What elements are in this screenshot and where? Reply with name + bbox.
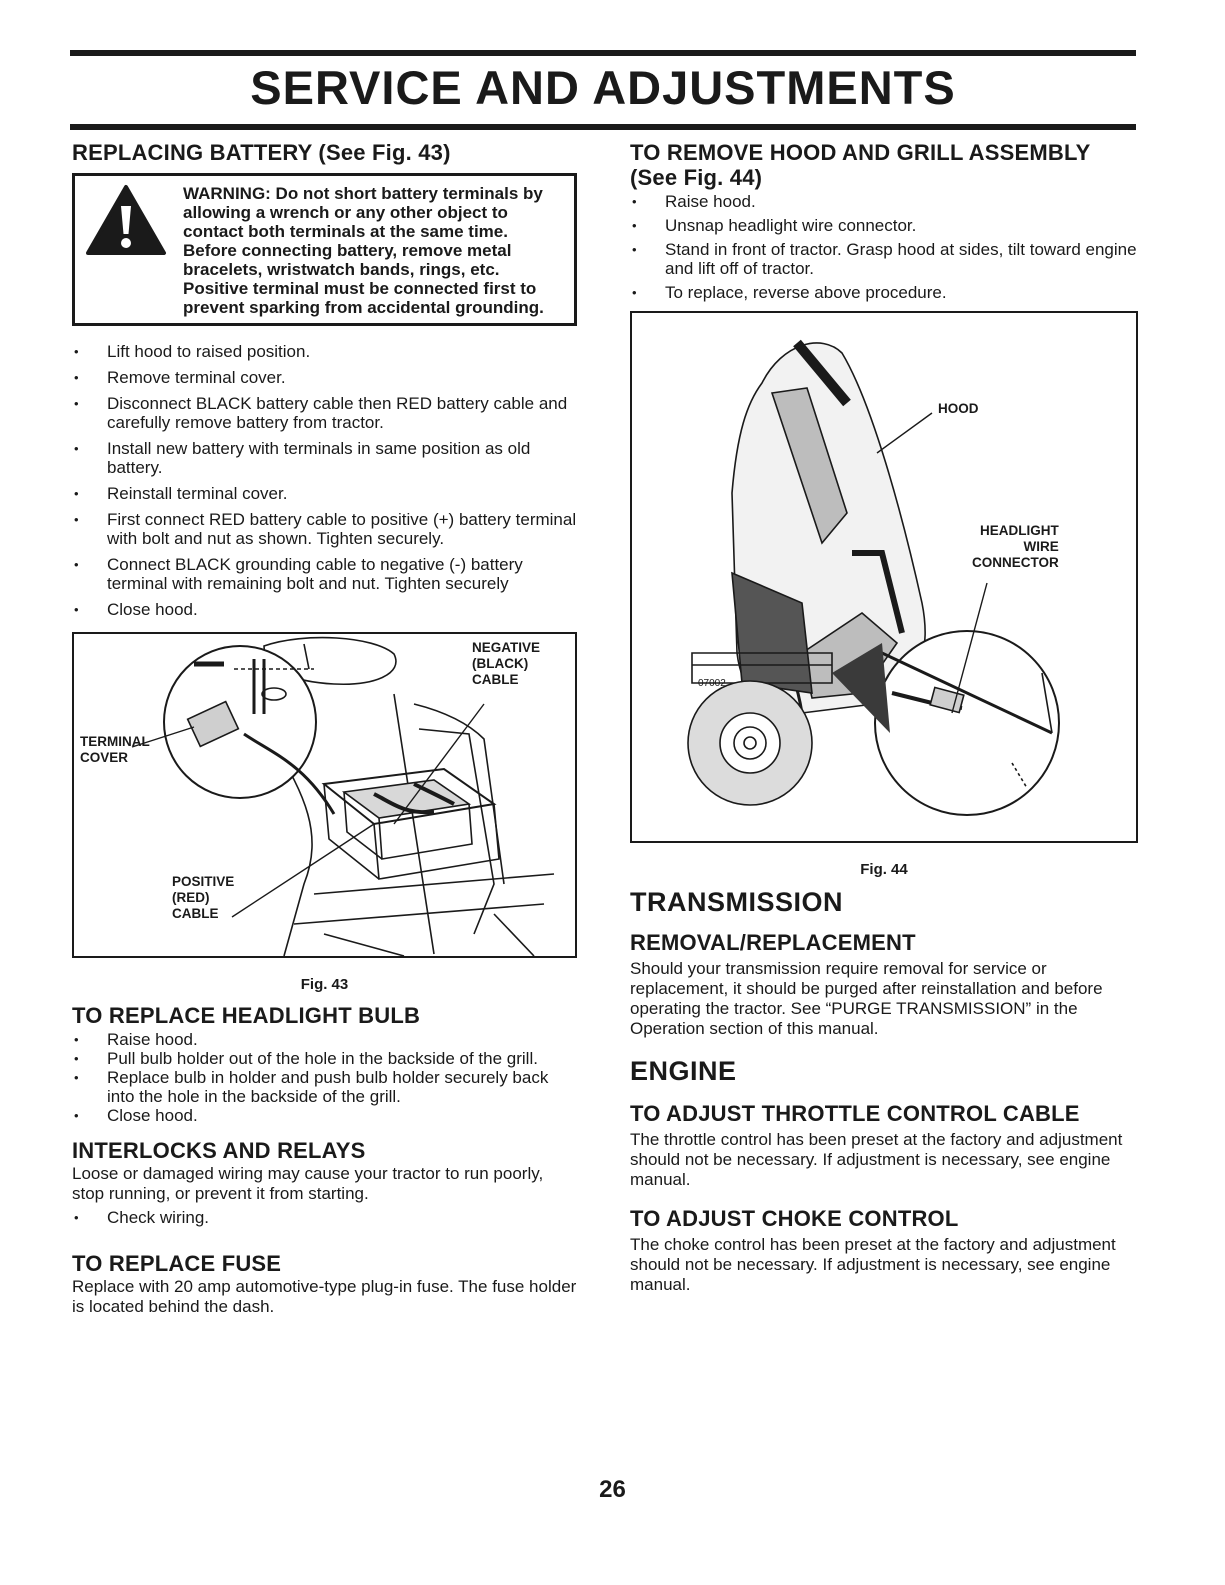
list-item: • Check wiring. (72, 1208, 577, 1227)
fuse-body: Replace with 20 amp automotive-type plug-in fuse. The fuse holder is located behind the dash. (72, 1277, 577, 1316)
part-number-label: 07002 (698, 678, 726, 689)
hood-label: HOOD (938, 401, 979, 416)
warning-triangle-icon (85, 184, 167, 317)
title-rule (70, 124, 1136, 130)
list-item: • Raise hood. (630, 192, 1138, 211)
list-item: • Stand in front of tractor. Grasp hood at sides, tilt toward engine and lift off of tractor. (630, 240, 1138, 278)
interlocks-steps (72, 1208, 577, 1227)
throttle-body: The throttle control has been preset at the factory and adjustment should not be necessary. If adjustment is necessary, see engine manual. (630, 1130, 1123, 1189)
right-column (630, 140, 1138, 1295)
terminal-cover-label: TERMINAL COVER (80, 734, 150, 765)
battery-steps (72, 342, 577, 619)
fuse-heading: TO REPLACE FUSE (72, 1251, 282, 1276)
choke-heading: TO ADJUST CHOKE CONTROL (630, 1206, 959, 1231)
figure-43 (72, 632, 577, 958)
hood-illustration (632, 313, 1136, 841)
list-item: • Disconnect BLACK battery cable then RED battery cable and carefully remove battery from tractor. (72, 394, 577, 432)
list-item: • Reinstall terminal cover. (72, 484, 577, 503)
replacing-battery-heading: REPLACING BATTERY (See Fig. 43) (72, 140, 451, 165)
interlocks-heading: INTERLOCKS AND RELAYS (72, 1138, 366, 1163)
figure-44 (630, 311, 1138, 843)
list-item: • Connect BLACK grounding cable to negative (-) battery terminal with remaining bolt and nut. Tighten securely (72, 555, 577, 593)
list-item: • Close hood. (72, 600, 577, 619)
interlocks-body: Loose or damaged wiring may cause your tractor to run poorly, stop running, or prevent it from starting. (72, 1164, 544, 1203)
transmission-heading: TRANSMISSION (630, 887, 844, 917)
figure-43-caption: Fig. 43 (300, 976, 349, 993)
removal-replacement-heading: REMOVAL/REPLACEMENT (630, 930, 916, 955)
list-item: • Replace bulb in holder and push bulb holder securely back into the hole in the backside of the grill. (72, 1068, 577, 1106)
page-number: 26 (599, 1476, 626, 1503)
negative-cable-label: NEGATIVE (BLACK) CABLE (472, 640, 541, 687)
hood-steps (630, 192, 1138, 302)
throttle-heading: TO ADJUST THROTTLE CONTROL CABLE (630, 1101, 1080, 1126)
hood-grill-heading: TO REMOVE HOOD AND GRILL ASSEMBLY (See Fig. 44) (630, 140, 1091, 190)
list-item: • Remove terminal cover. (72, 368, 577, 387)
battery-warning-box (72, 173, 577, 326)
headlight-steps (72, 1030, 577, 1125)
headlight-bulb-heading: TO REPLACE HEADLIGHT BULB (72, 1003, 421, 1028)
transmission-body: Should your transmission require removal for service or replacement, it should be purged after reinstallation and before operating the tractor. See “PURGE TRANSMISSION” in the Operation section of this manual. (630, 959, 1103, 1038)
list-item: • Lift hood to raised position. (72, 342, 577, 361)
warning-text: WARNING: Do not short battery terminals by allowing a wrench or any other object to contact both terminals at the same time. Before connecting battery, remove metal bracelets, wristwatch bands, rings, etc. Positive terminal must be connected first to prevent sparking from accidental grounding. (183, 184, 544, 317)
list-item: • Close hood. (72, 1106, 577, 1125)
engine-heading: ENGINE (630, 1056, 737, 1086)
list-item: • To replace, reverse above procedure. (630, 283, 1138, 302)
positive-cable-label: POSITIVE (RED) CABLE (172, 874, 235, 921)
choke-body: The choke control has been preset at the factory and adjustment should not be necessary. If adjustment is necessary, see engine manual. (630, 1235, 1116, 1294)
list-item: • First connect RED battery cable to positive (+) battery terminal with bolt and nut as shown. Tighten securely. (72, 510, 577, 548)
list-item: • Raise hood. (72, 1030, 577, 1049)
list-item: • Unsnap headlight wire connector. (630, 216, 1138, 235)
headlight-wire-connector-label: HEADLIGHT WIRE CONNECTOR (972, 523, 1059, 570)
top-rule (70, 50, 1136, 56)
left-column (72, 140, 577, 1317)
page-title: SERVICE AND ADJUSTMENTS (250, 61, 956, 114)
list-item: • Pull bulb holder out of the hole in the backside of the grill. (72, 1049, 577, 1068)
figure-44-caption: Fig. 44 (860, 861, 908, 878)
list-item: • Install new battery with terminals in same position as old battery. (72, 439, 577, 477)
